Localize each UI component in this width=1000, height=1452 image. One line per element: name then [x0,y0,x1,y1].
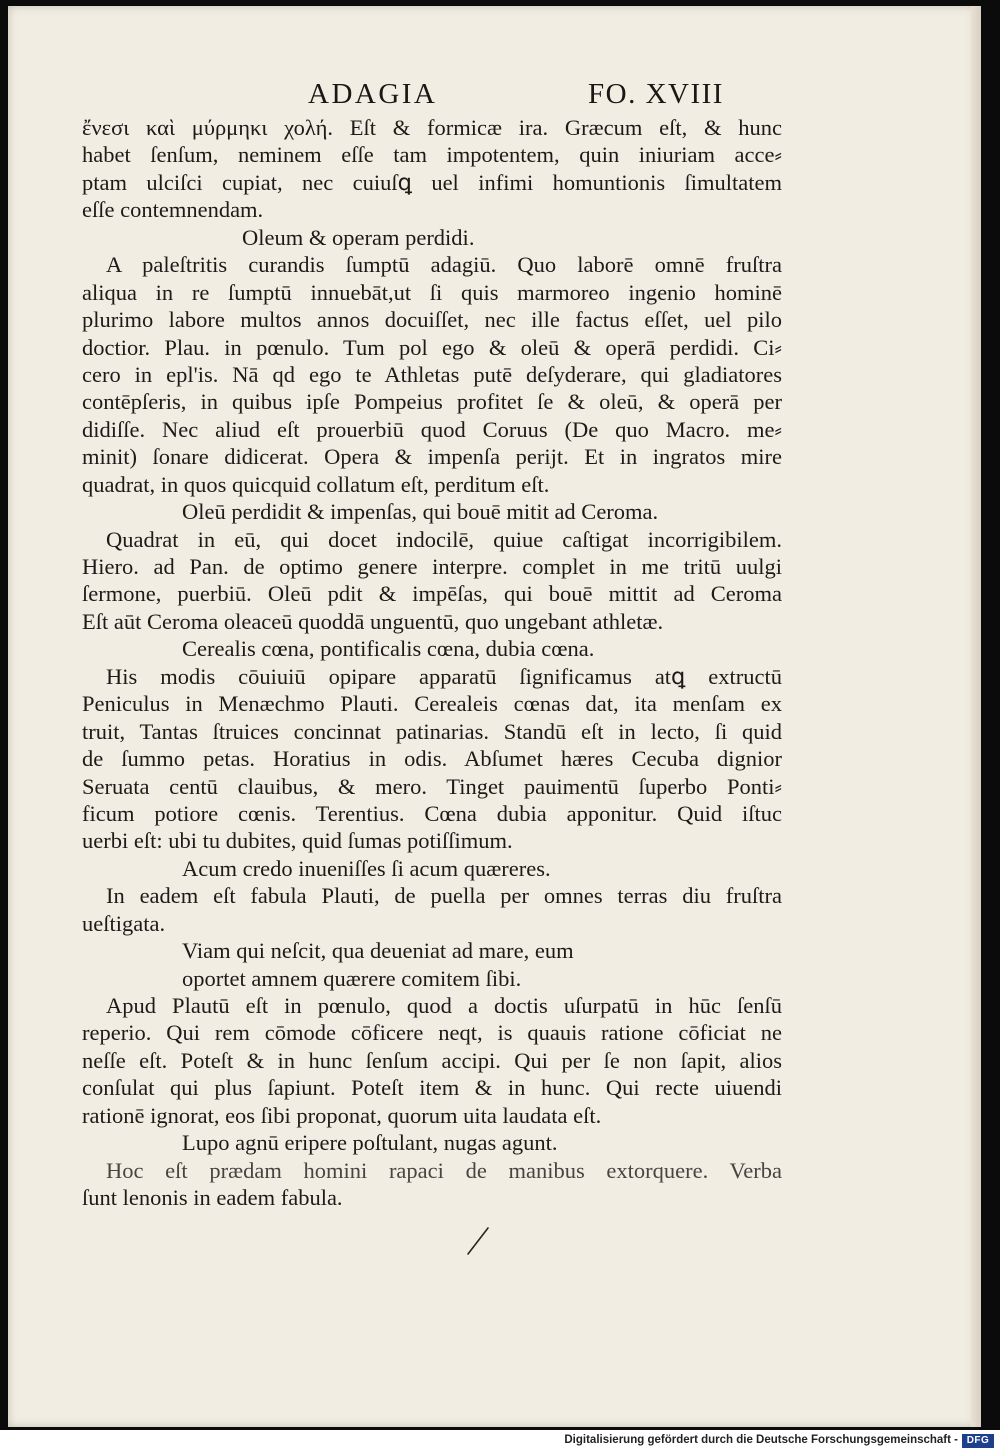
adage-heading: Lupo agnū eripere poſtulant, nugas agunt. [182,1130,558,1156]
text-line: aliqua in re ſumptū innuebāt,ut ſi quis marmoreo ingenio hominē [82,279,782,305]
footer [0,1430,1000,1452]
text-line: contēpſeris, in quibus ipſe Pompeius profitet ſe & oleū, & operā per [82,389,782,415]
adage-heading: Cerealis cœna, pontificalis cœna, dubia cœna. [182,636,595,662]
text-line: neſſe eſt. Poteſt & in hunc ſenſum accipi. Qui per ſe non ſapit, alios [82,1047,782,1073]
text-line: eſſe contemnendam. [82,197,264,223]
dfg-logo: DFG [962,1434,994,1448]
adage-verse: oportet amnem quærere comitem ſibi. [182,965,522,991]
text-line: Quadrat in eū, qui docet indocilē, quiue caſtigat incorrigibilem. [106,526,782,552]
text-line: reperio. Qui rem cōmode cōficere neqt, is quauis ratione cōficiat ne [82,1020,782,1046]
text-line: ptam ulciſci cupiat, nec cuiuſꝗ uel infimi homuntionis ſimultatem [82,169,782,195]
running-title: ADAGIA [308,78,438,110]
text-line: minit) ſonare didicerat. Opera & impenſa perijt. Et in ingratos mire [82,444,782,470]
adage-verse: Viam qui neſcit, qua deueniat ad mare, eum [182,938,574,964]
adage-heading: Acum credo inueniſſes ſi acum quæreres. [182,855,551,881]
text-line: conſulat qui plus ſapiunt. Poteſt item & in hunc. Qui recte uiuendi [82,1075,782,1101]
text-line: Hoc eſt prædam homini rapaci de manibus extorquere. Verba [106,1157,782,1183]
text-line: ueſtigata. [82,910,166,936]
text-line: Peniculus in Menæchmo Plauti. Cerealeis cœnas dat, ita menſam ex [82,691,782,717]
text-line: uerbi eſt: ubi tu dubites, quid ſumas potiſſimum. [82,828,513,854]
text-line: de ſummo petas. Horatius in odis. Abſumet hæres Cecuba dignior [82,746,782,772]
adage-heading: Oleū perdidit & impenſas, qui bouē mitit ad Ceroma. [182,499,659,525]
text-line: quadrat, in quos quicquid collatum eſt, perditum eſt. [82,471,550,497]
text-line: cero in epl'is. Nā qd ego te Athletas putē deſyderare, qui gladiatores [82,361,782,387]
folio-number: FO. XVIII [588,78,724,110]
text-line: habet ſenſum, neminem eſſe tam impotentem, quin iniuriam acce⸗ [82,142,782,168]
text-line: A paleſtritis curandis ſumptū adagiū. Quo laborē omnē fruſtra [106,252,782,278]
book-page [8,6,981,1427]
text-line: ſunt lenonis in eadem fabula. [82,1185,343,1211]
text-line: His modis cōuiuiū opipare apparatū ſignificamus atꝗ extructū [106,663,782,689]
text-line: In eadem eſt fabula Plauti, de puella per omnes terras diu fruſtra [106,883,782,909]
text-line: Hiero. ad Pan. de optimo genere interpre. complet in me tritū uulgi [82,554,782,579]
text-line: didiſſe. Nec aliud eſt prouerbiū quod Coruus (De quo Macro. me⸗ [82,416,782,442]
page-edge [971,6,981,1427]
digitization-credit: Digitalisierung gefördert durch die Deutsche Forschungsgemeinschaft - [564,1434,958,1446]
text-line: Seruata centū clauibus, & mero. Tinget pauimentū ſuperbo Ponti⸗ [82,773,782,799]
text-line: Apud Plautū eſt in pœnulo, quod a doctis uſurpatū in hūc ſenſū [106,993,782,1018]
text-line: plurimo labore multos annos docuiſſet, nec ille factus eſſet, uel pilo [82,307,782,333]
text-block [82,114,782,1212]
text-line: rationē ignorat, eos ſibi proponat, quorum uita laudata eſt. [82,1102,602,1128]
pen-stroke-mark [460,1224,494,1258]
text-line: ἔνεσι καὶ μύρμηκι χολή. Eſt & formicæ ira. Græcum eſt, & hunc [82,115,782,140]
adage-heading: Oleum & operam perdidi. [242,224,475,250]
text-line: truit, Tantas ſtruices concinnat patinarias. Standū eſt in lecto, ſi quid [82,718,782,744]
running-head [8,78,981,114]
text-line: ficum potiore cœnis. Terentius. Cœna dubia apponitur. Quid iſtuc [82,800,782,826]
text-line: ſermone, puerbiū. Oleū pdit & impēſas, qui bouē mittit ad Ceroma [82,581,782,607]
text-line: Eſt aūt Ceroma oleaceū quoddā unguentū, quo ungebant athletæ. [82,608,664,634]
text-line: doctior. Plau. in pœnulo. Tum pol ego & oleū & operā perdidi. Ci⸗ [82,334,782,360]
